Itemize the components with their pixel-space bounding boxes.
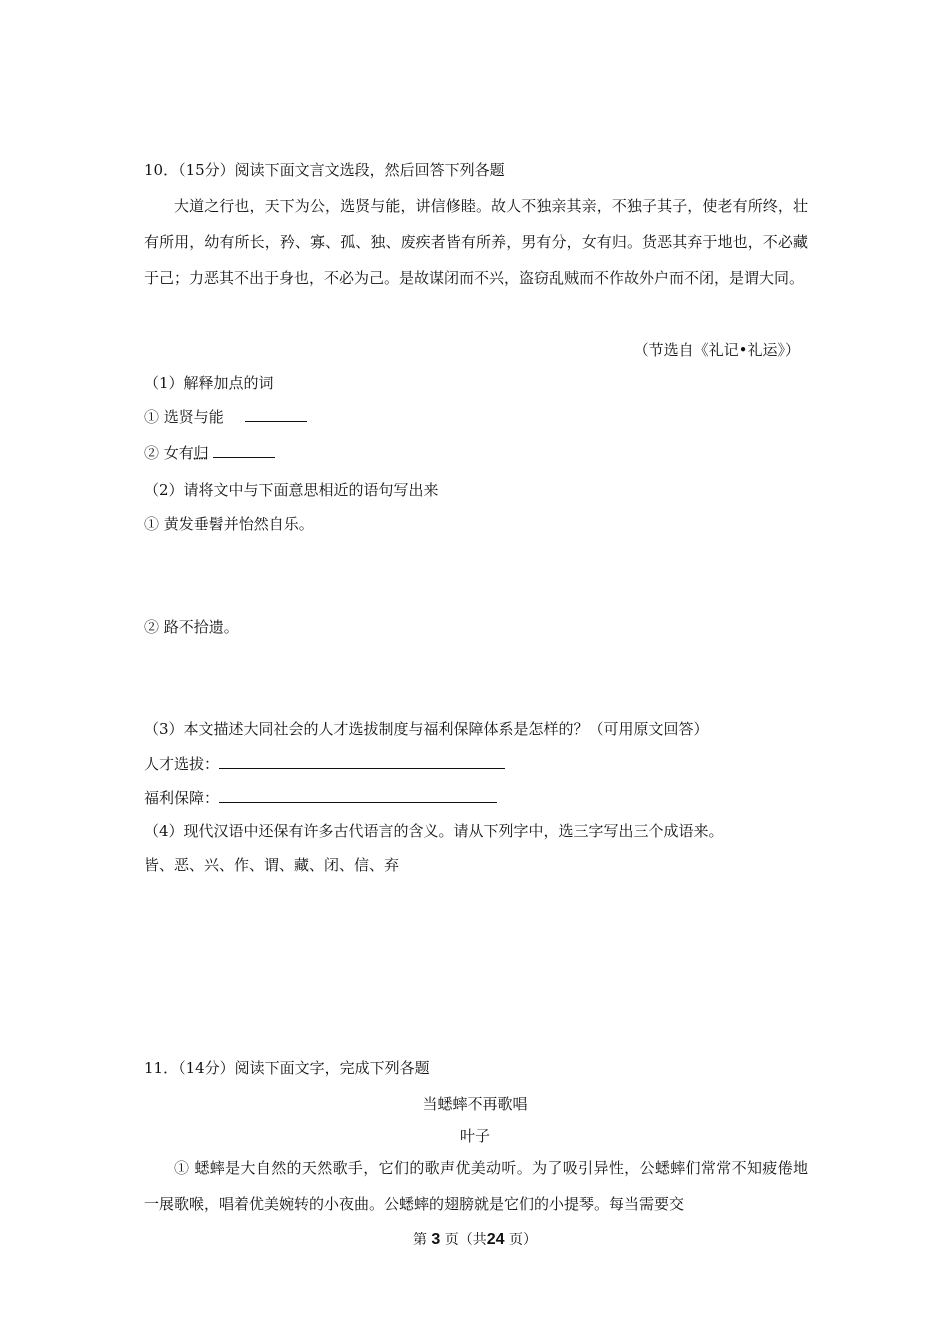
- q10-sub2-item-b: ② 路不拾遗。: [144, 618, 239, 636]
- q10-sub3-talent: [144, 753, 505, 774]
- q10-sub3: （3）本文描述大同社会的人才选拔制度与福利保障体系是怎样的？（可用原文回答）: [144, 720, 709, 738]
- q10-passage: 大道之行也，天下为公，选贤与能，讲信修睦。故人不独亲其亲，不独子其子，使老有所终，壮有所用，幼有所长，矜、寡、孤、独、废疾者皆有所养，男有分，女有归。货恶其弃于地也，不必藏于己；力恶其不出于身也，不必为己。是故谋闭而不兴，盗窃乱贼而不作故外户而不闭，是谓大同。: [144, 197, 808, 287]
- q11-para1: ① 蟋蟀是大自然的天然歌手，它们的歌声优美动听。为了吸引异性，公蟋蟀们常常不知疲倦地一展歌喉，唱着优美婉转的小夜曲。公蟋蟀的翅膀就是它们的小提琴。每当需要交: [144, 1159, 808, 1213]
- page-footer: [0, 1230, 950, 1250]
- q10-source: （节选自《礼记•礼运》）: [633, 341, 800, 359]
- q10-sub1-item-a: [144, 406, 307, 427]
- q10-sub1-b-text: ② 女有: [144, 444, 194, 462]
- q11-author: 叶子: [459, 1127, 490, 1145]
- q11-title: 当蟋蟀不再歌唱: [422, 1095, 528, 1113]
- talent-label: 人才选拔：: [144, 755, 220, 773]
- q10-heading: 10．（15分）阅读下面文言文选段，然后回答下列各题: [144, 161, 505, 179]
- q10-sub2-item-a: ① 黄发垂髫并怡然自乐。: [144, 515, 314, 533]
- footer-page: 3: [431, 1231, 441, 1248]
- footer-total: 24: [486, 1231, 505, 1248]
- footer-mid: 页（共: [444, 1232, 487, 1248]
- q10-sub4: （4）现代汉语中还保有许多古代语言的含义。请从下列字中，选三字写出三个成语来。: [144, 822, 724, 840]
- answer-blank-1a[interactable]: [245, 406, 307, 422]
- footer-suffix: 页）: [509, 1232, 538, 1248]
- answer-blank-1b[interactable]: [213, 442, 275, 458]
- q10-sub4-chars: 皆、恶、兴、作、谓、藏、闭、信、弃: [144, 856, 400, 874]
- q11-heading: 11．（14分）阅读下面文字，完成下列各题: [144, 1059, 430, 1077]
- answer-blank-talent[interactable]: [219, 753, 505, 769]
- welfare-label: 福利保障：: [144, 789, 220, 807]
- footer-prefix: 第: [412, 1232, 427, 1248]
- answer-blank-welfare[interactable]: [219, 787, 497, 803]
- q10-sub2: （2）请将文中与下面意思相近的语句写出来: [144, 481, 439, 499]
- dotted-word: 归 •••••: [194, 443, 209, 463]
- q10-sub1-a-text: ① 选贤与能: [144, 408, 224, 426]
- q10-sub1: （1）解释加点的词: [144, 374, 274, 392]
- q10-sub3-welfare: [144, 787, 497, 808]
- q10-sub1-item-b: [144, 442, 275, 463]
